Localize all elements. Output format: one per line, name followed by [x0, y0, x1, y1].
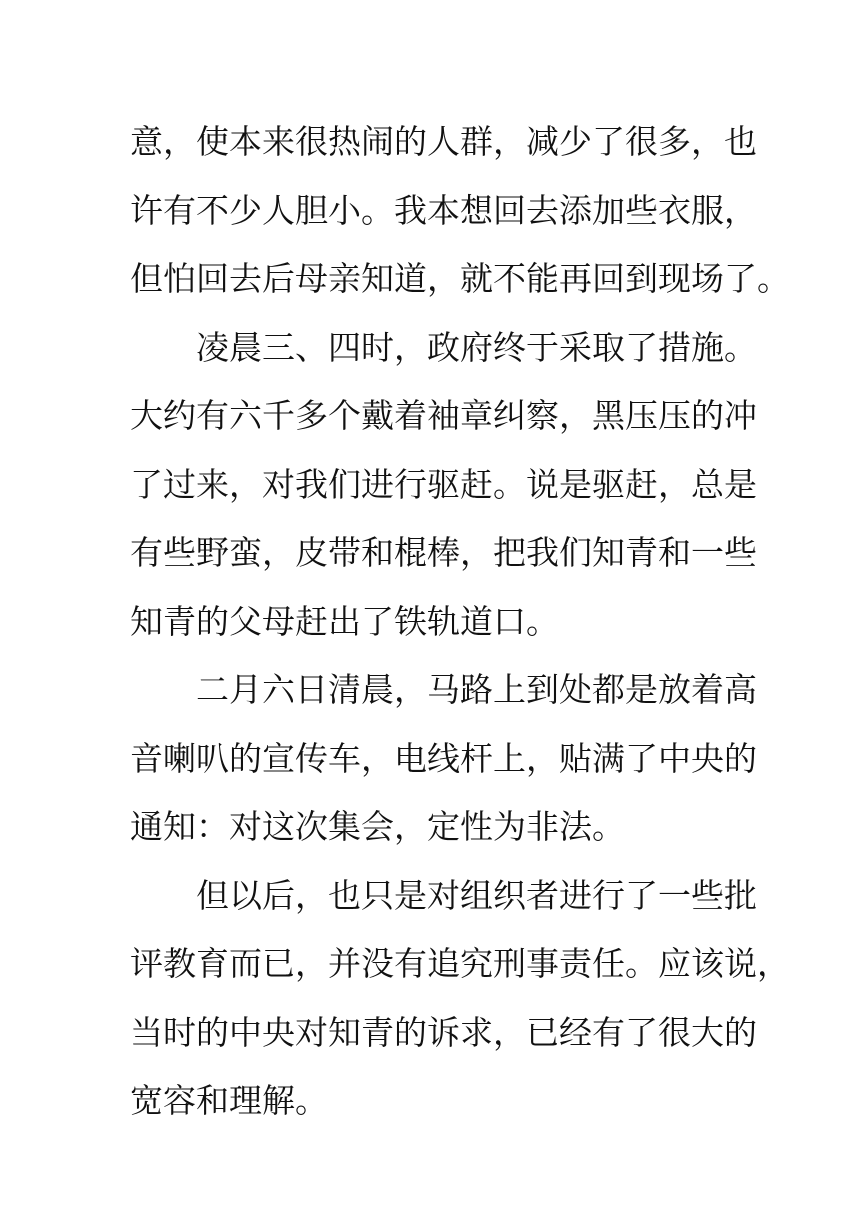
text-line: 有些野蛮，皮带和棍棒，把我们知青和一些	[130, 533, 757, 572]
text-line: 知青的父母赶出了铁轨道口。	[130, 601, 559, 641]
text-line: 宽容和理解。	[130, 1081, 328, 1120]
text-line: 意，使本来很热闹的人群，减少了很多，也	[130, 122, 757, 161]
body-text	[130, 108, 790, 1136]
text-line: 音喇叭的宣传车，电线杆上，贴满了中央的	[130, 738, 757, 778]
paragraph-first-line: 凌晨三、四时，政府终于采取了措施。	[196, 327, 757, 367]
text-line: 评教育而已，并没有追究刑事责任。应该说，	[130, 944, 790, 983]
text-line: 大约有六千多个戴着袖章纠察，黑压压的冲	[130, 396, 757, 435]
text-line: 但怕回去后母亲知道，就不能再回到现场了。	[130, 259, 790, 298]
text-line: 了过来，对我们进行驱赶。说是驱赶，总是	[130, 464, 757, 504]
paragraph-first-line: 但以后，也只是对组织者进行了一些批	[196, 875, 757, 915]
text-line: 当时的中央对知青的诉求，已经有了很大的	[130, 1012, 757, 1052]
text-line: 通知：对这次集会，定性为非法。	[130, 807, 625, 846]
paragraph-first-line: 二月六日清晨，马路上到处都是放着高	[196, 670, 757, 709]
text-line: 许有不少人胆小。我本想回去添加些衣服，	[130, 190, 757, 230]
